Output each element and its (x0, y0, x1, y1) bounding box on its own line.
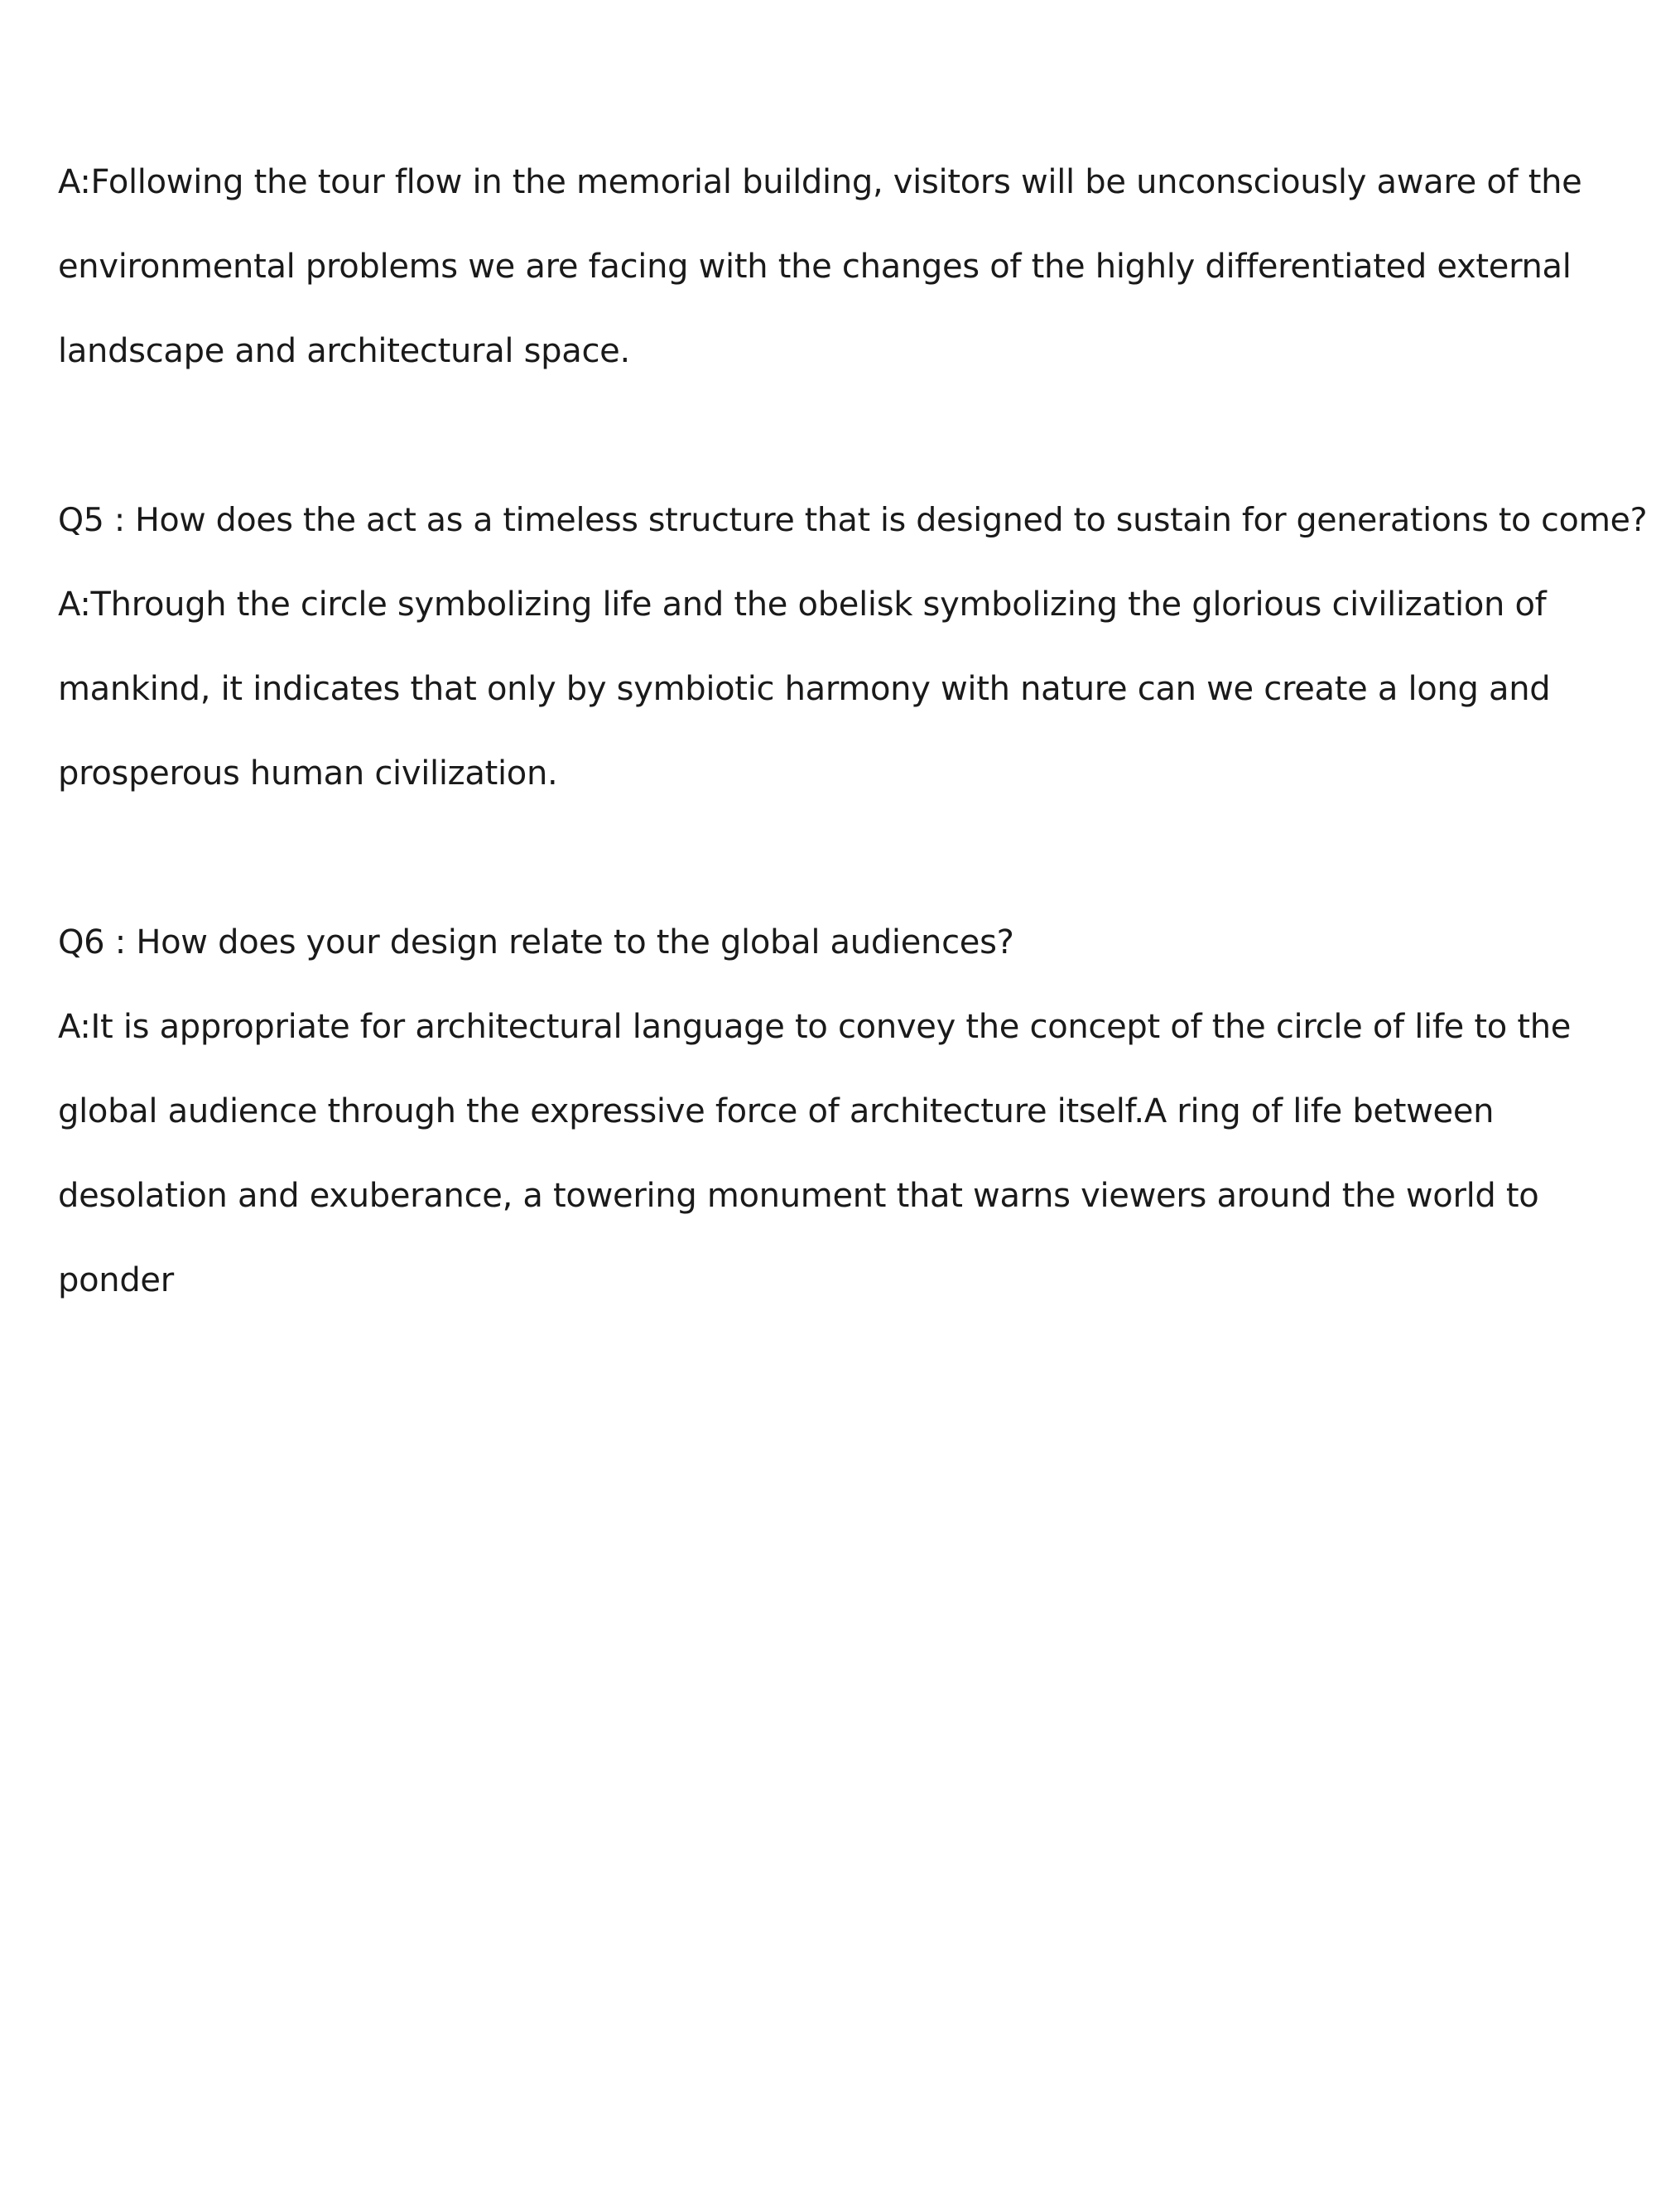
text-line: global audience through the expressive force of architecture itself.A ring of life between (58, 1092, 1495, 1130)
text-line: A:Through the circle symbolizing life and the obelisk symbolizing the glorious civilization of (58, 586, 1547, 624)
text-line: environmental problems we are facing with the changes of the highly differentiated external (58, 248, 1572, 286)
text-line: mankind, it indicates that only by symbiotic harmony with nature can we create a long and (58, 670, 1551, 708)
text-line: A:It is appropriate for architectural language to convey the concept of the circle of life to the (58, 1008, 1572, 1046)
text-line: A:Following the tour flow in the memorial building, visitors will be unconsciously aware of the (58, 163, 1582, 201)
text-line: ponder (58, 1261, 174, 1299)
question-q6: Q6 : How does your design relate to the global audiences? (58, 923, 1014, 961)
text-line: desolation and exuberance, a towering monument that warns viewers around the world to (58, 1177, 1539, 1215)
question-q5: Q5 : How does the act as a timeless structure that is designed to sustain for generations to come? (58, 501, 1648, 539)
text-line: landscape and architectural space. (58, 332, 630, 370)
text-line: prosperous human civilization. (58, 754, 558, 793)
